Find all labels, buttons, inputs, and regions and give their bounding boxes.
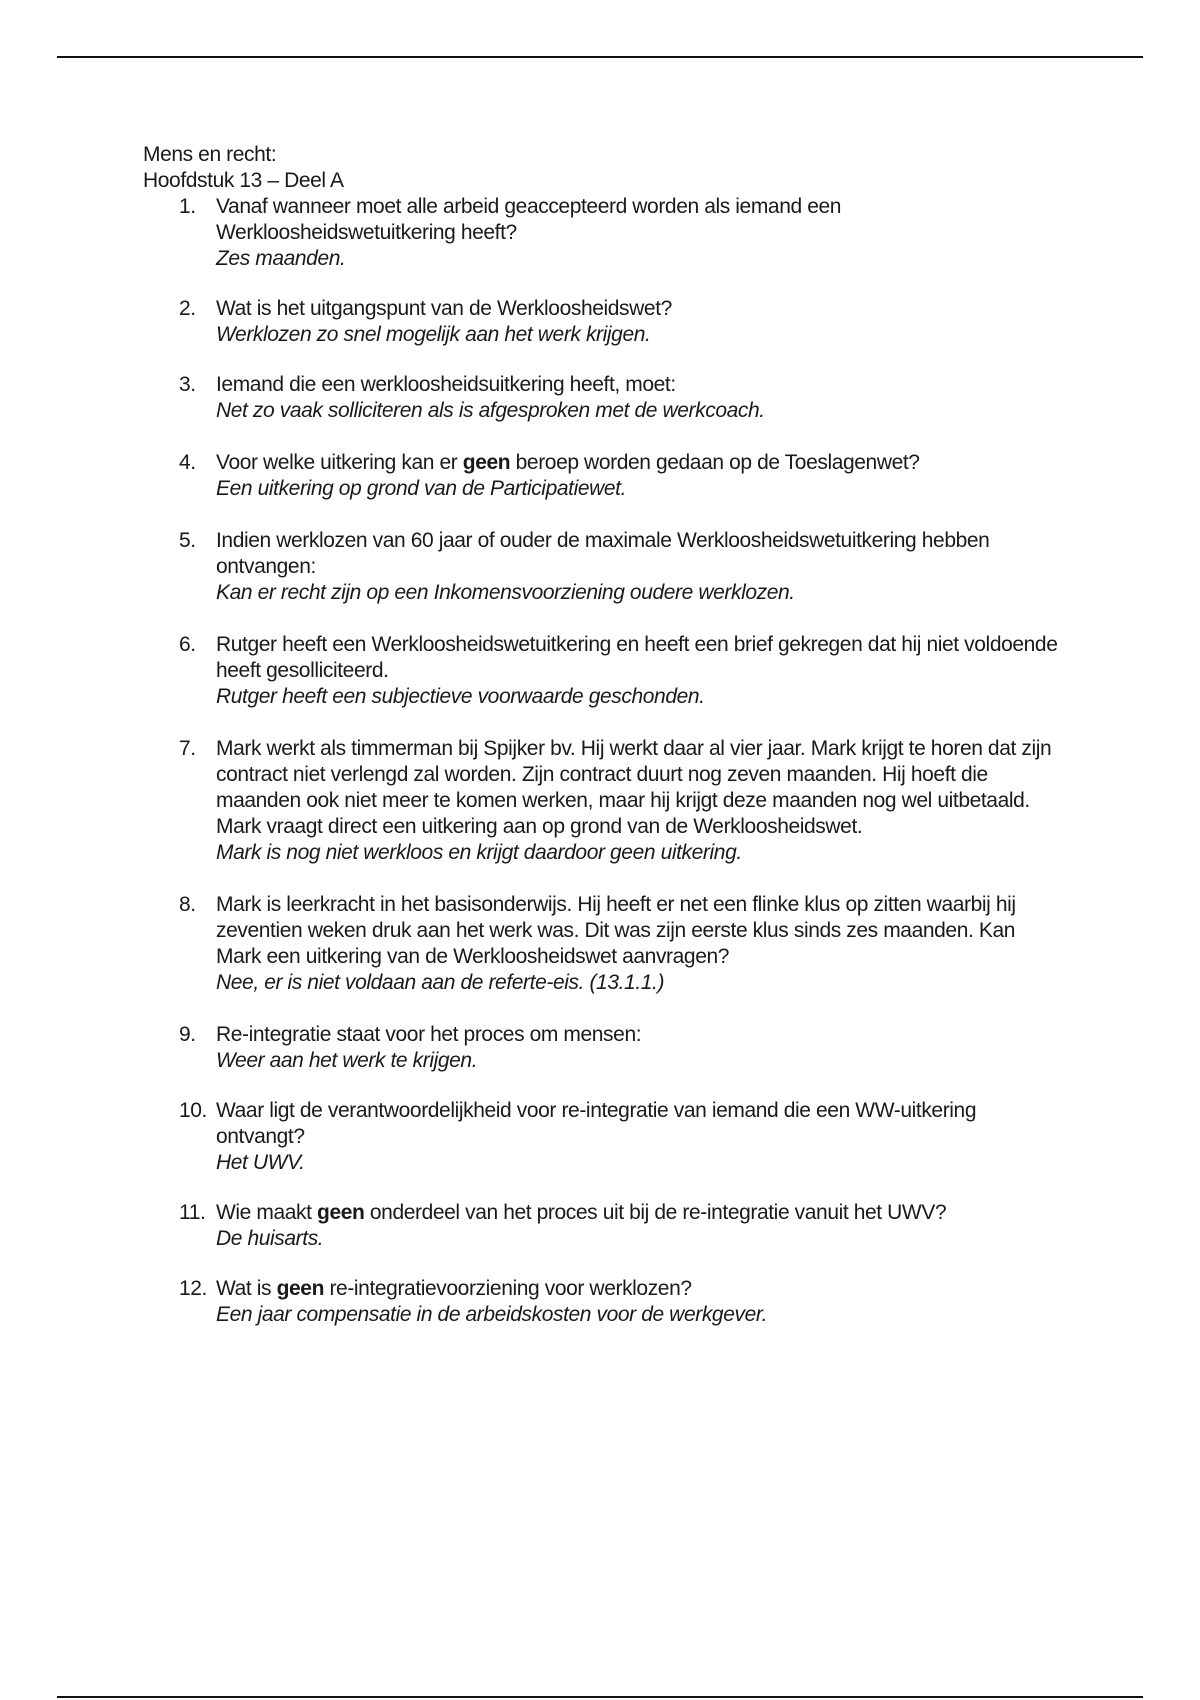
question-number: 2. <box>179 297 196 320</box>
question-text: Re-integratie staat voor het proces om mensen: <box>216 1023 642 1046</box>
question-answer: Mark is nog niet werkloos en krijgt daardoor geen uitkering. <box>216 841 742 864</box>
question-number: 5. <box>179 529 196 552</box>
question-number: 6. <box>179 633 196 656</box>
question-answer: Rutger heeft een subjectieve voorwaarde geschonden. <box>216 685 705 708</box>
document-body <box>143 142 1063 1328</box>
question-text: Rutger heeft een Werkloosheidswetuitkering en heeft een brief gekregen dat hij niet voldoende heeft gesolliciteerd. <box>216 633 1058 682</box>
header-rule <box>57 56 1143 58</box>
question-item <box>143 1098 1063 1176</box>
question-text: Mark werkt als timmerman bij Spijker bv. Hij werkt daar al vier jaar. Mark krijgt te horen dat zijn contract niet verlengd zal worden. Zijn contract duurt nog zeven maanden. Hij hoeft die maanden ook niet meer te komen werken, maar hij krijgt deze maanden nog wel uitbetaald. Mark vraagt direct een uitkering aan op grond van de Werkloosheidswet. <box>216 737 1052 838</box>
question-list <box>143 194 1063 1328</box>
question-answer: Nee, er is niet voldaan aan de referte-eis. (13.1.1.) <box>216 971 665 994</box>
question-answer: Werklozen zo snel mogelijk aan het werk krijgen. <box>216 323 651 346</box>
question-number: 9. <box>179 1023 196 1046</box>
question-item <box>143 296 1063 348</box>
question-item <box>143 1200 1063 1252</box>
document-title: Mens en recht: <box>143 143 277 166</box>
question-number: 3. <box>179 373 196 396</box>
question-number: 12. <box>179 1277 207 1300</box>
question-text: Waar ligt de verantwoordelijkheid voor re-integratie van iemand die een WW-uitkering ontvangt? <box>216 1099 977 1148</box>
question-answer: Weer aan het werk te krijgen. <box>216 1049 478 1072</box>
question-text: Mark is leerkracht in het basisonderwijs. Hij heeft er net een flinke klus op zitten waarbij hij zeventien weken druk aan het werk was. Dit was zijn eerste klus sinds zes maanden. Kan Mark een uitkering van de Werkloosheidswet aanvragen? <box>216 893 1016 968</box>
question-item <box>143 450 1063 502</box>
question-text: Indien werklozen van 60 jaar of ouder de maximale Werkloosheidswetuitkering hebben ontvangen: <box>216 529 990 578</box>
question-text: Wat is geen re-integratievoorziening voor werklozen? <box>216 1277 692 1300</box>
question-text: Voor welke uitkering kan er geen beroep worden gedaan op de Toeslagenwet? <box>216 451 920 474</box>
question-number: 7. <box>179 737 196 760</box>
question-answer: Net zo vaak solliciteren als is afgesproken met de werkcoach. <box>216 399 765 422</box>
question-item <box>143 1276 1063 1328</box>
footer-rule <box>57 1696 1143 1698</box>
question-text: Iemand die een werkloosheidsuitkering heeft, moet: <box>216 373 676 396</box>
question-number: 10. <box>179 1099 207 1122</box>
question-item <box>143 194 1063 272</box>
question-number: 11. <box>179 1201 206 1224</box>
question-answer: Een jaar compensatie in de arbeidskosten voor de werkgever. <box>216 1303 768 1326</box>
question-item <box>143 528 1063 606</box>
question-answer: Een uitkering op grond van de Participatiewet. <box>216 477 627 500</box>
question-text: Wie maakt geen onderdeel van het proces uit bij de re-integratie vanuit het UWV? <box>216 1201 947 1224</box>
question-item <box>143 736 1063 866</box>
question-item <box>143 892 1063 996</box>
chapter-heading: Hoofdstuk 13 – Deel A <box>143 169 344 192</box>
question-answer: Kan er recht zijn op een Inkomensvoorziening oudere werklozen. <box>216 581 795 604</box>
question-number: 8. <box>179 893 196 916</box>
question-answer: Zes maanden. <box>216 247 346 270</box>
question-text: Wat is het uitgangspunt van de Werkloosheidswet? <box>216 297 672 320</box>
question-item <box>143 632 1063 710</box>
question-answer: De huisarts. <box>216 1227 324 1250</box>
question-text: Vanaf wanneer moet alle arbeid geaccepteerd worden als iemand een Werkloosheidswetuitkering heeft? <box>216 195 842 244</box>
question-answer: Het UWV. <box>216 1151 305 1174</box>
question-item <box>143 1022 1063 1074</box>
question-item <box>143 372 1063 424</box>
question-number: 1. <box>179 195 196 218</box>
question-number: 4. <box>179 451 196 474</box>
